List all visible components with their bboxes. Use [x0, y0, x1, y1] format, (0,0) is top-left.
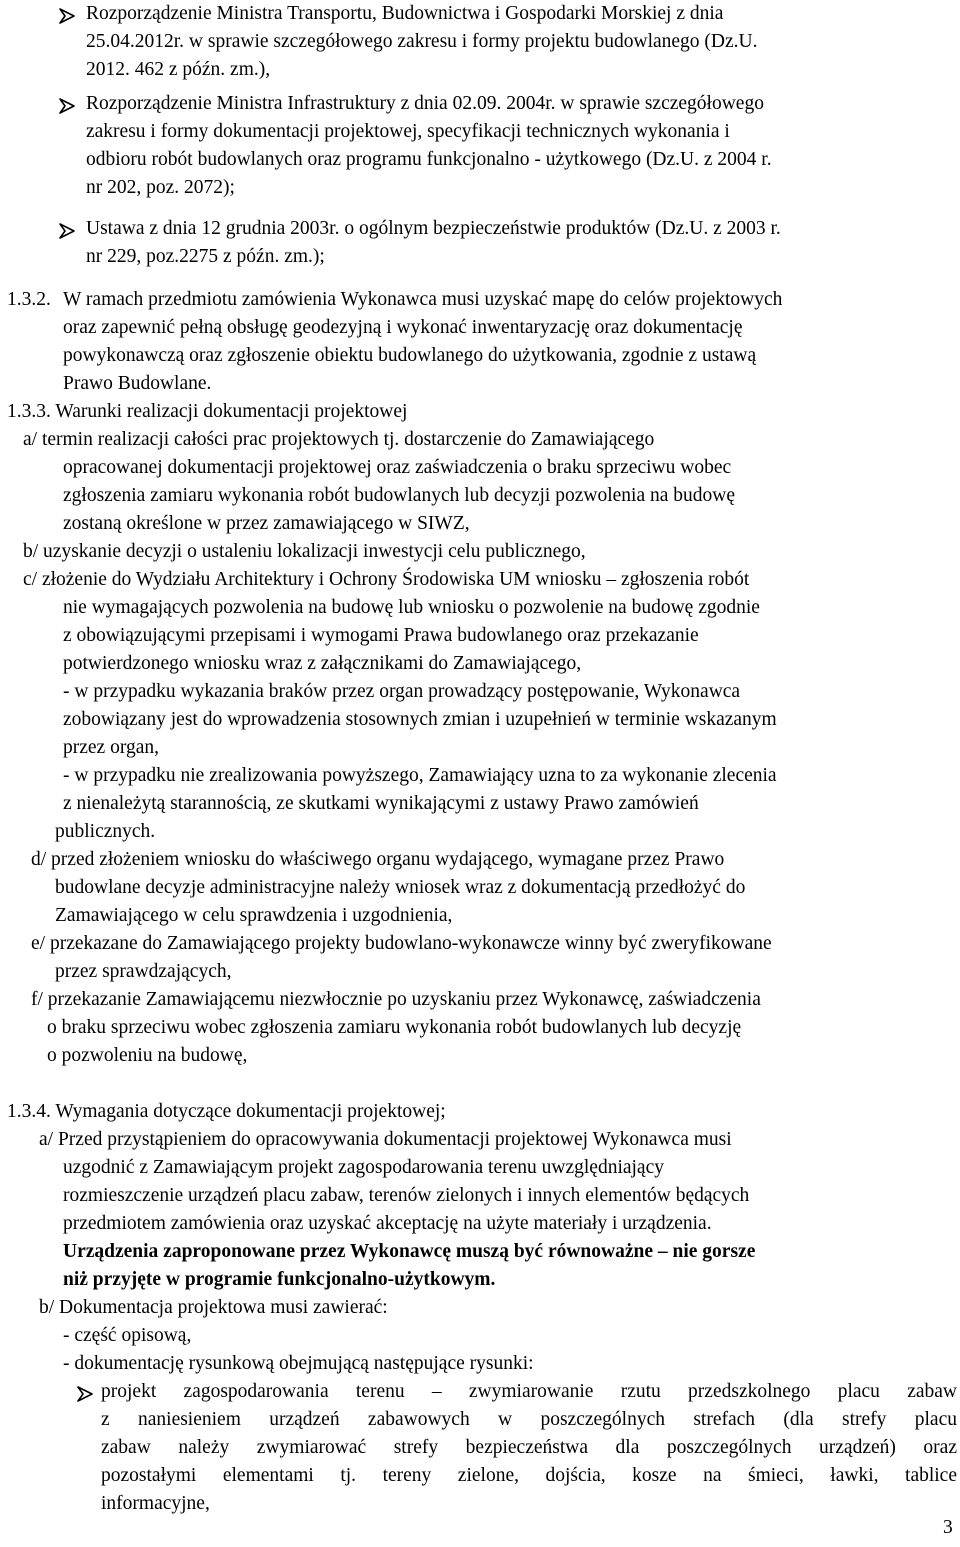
item-f-line: f/ przekazanie Zamawiającemu niezwłocznie po uzyskaniu przez Wykonawcę, zaświadczenia [31, 989, 761, 1010]
item-f-line: o pozwoleniu na budowę, [47, 1045, 248, 1066]
sub-bullet-line: zabaw należy zwymiarować strefy bezpieczeństwa dla poszczególnych urządzeń) oraz [101, 1437, 957, 1458]
item-a-line: a/ Przed przystąpieniem do opracowywania dokumentacji projektowej Wykonawca musi [39, 1129, 732, 1150]
sub-bullet-line: pozostałymi elementami tj. tereny zielone, dojścia, kosze na śmieci, ławki, tablice [101, 1465, 957, 1486]
item-c-line: z nienależytą starannością, ze skutkami wynikającymi z ustawy Prawo zamówień [63, 793, 699, 814]
bullet-arrow-icon [58, 97, 76, 115]
paragraph-line: oraz zapewnić pełną obsługę geodezyjną i wykonać inwentaryzację oraz dokumentację [63, 317, 743, 338]
item-d-line: d/ przed złożeniem wniosku do właściwego organu wydającego, wymagane przez Prawo [31, 849, 725, 870]
item-c-line: - w przypadku nie zrealizowania powyższego, Zamawiający uzna to za wykonanie zlecenia [63, 765, 777, 786]
item-a-line: zgłoszenia zamiaru wykonania robót budowlanych lub decyzji pozwolenia na budowę [63, 485, 735, 506]
item-c-line: z obowiązującymi przepisami i wymogami Prawa budowlanego oraz przekazanie [63, 625, 699, 646]
page-number: 3 [943, 1517, 953, 1538]
bullet-line: nr 229, poz.2275 z późn. zm.); [86, 246, 325, 267]
item-b-line: b/ uzyskanie decyzji o ustaleniu lokalizacji inwestycji celu publicznego, [23, 541, 586, 562]
section-heading-1-3-3: 1.3.3. Warunki realizacji dokumentacji projektowej [7, 401, 408, 422]
item-c-line: zobowiązany jest do wprowadzenia stosownych zmian i uzupełnień w terminie wskazanym [63, 709, 777, 730]
item-a-line: przedmiotem zamówienia oraz uzyskać akceptację na użyte materiały i urządzenia. [63, 1213, 712, 1234]
bullet-line: 25.04.2012r. w sprawie szczegółowego zakresu i formy projektu budowlanego (Dz.U. [86, 31, 758, 52]
bullet-line: 2012. 462 z późn. zm.), [86, 59, 271, 80]
paragraph-line: Prawo Budowlane. [63, 373, 212, 394]
bullet-line: Ustawa z dnia 12 grudnia 2003r. o ogólnym bezpieczeństwie produktów (Dz.U. z 2003 r. [86, 218, 781, 239]
bullet-line: Rozporządzenie Ministra Infrastruktury z dnia 02.09. 2004r. w sprawie szczegółowego [86, 93, 764, 114]
item-f-line: o braku sprzeciwu wobec zgłoszenia zamiaru wykonania robót budowlanych lub decyzję [47, 1017, 742, 1038]
bullet-line: Rozporządzenie Ministra Transportu, Budownictwa i Gospodarki Morskiej z dnia [86, 3, 724, 24]
item-c-line: potwierdzonego wniosku wraz z załącznikami do Zamawiającego, [63, 653, 582, 674]
item-e-line: e/ przekazane do Zamawiającego projekty budowlano-wykonawcze winny być zweryfikowane [31, 933, 772, 954]
bullet-line: nr 202, poz. 2072); [86, 177, 235, 198]
item-a-line: zostaną określone w przez zamawiającego w SIWZ, [63, 513, 470, 534]
item-a-line: a/ termin realizacji całości prac projektowych tj. dostarczenie do Zamawiającego [23, 429, 655, 450]
item-c-line: przez organ, [63, 737, 160, 758]
bullet-arrow-icon [58, 7, 76, 25]
item-a-line: opracowanej dokumentacji projektowej oraz zaświadczenia o braku sprzeciwu wobec [63, 457, 732, 478]
list-item: - dokumentację rysunkową obejmującą następujące rysunki: [63, 1353, 534, 1374]
item-e-line: przez sprawdzających, [55, 961, 232, 982]
item-c-line: - w przypadku wykazania braków przez organ prowadzący postępowanie, Wykonawca [63, 681, 741, 702]
item-d-line: budowlane decyzje administracyjne należy wniosek wraz z dokumentacją przedłożyć do [55, 877, 746, 898]
item-c-line: publicznych. [55, 821, 156, 842]
bullet-line: zakresu i formy dokumentacji projektowej, specyfikacji technicznych wykonania i [86, 121, 730, 142]
sub-bullet-line: projekt zagospodarowania terenu – zwymiarowanie rzutu przedszkolnego placu zabaw [101, 1381, 957, 1402]
bold-requirement-line: niż przyjęte w programie funkcjonalno-użytkowym. [63, 1269, 496, 1290]
item-c-line: nie wymagających pozwolenia na budowę lub wniosku o pozwolenie na budowę zgodnie [63, 597, 760, 618]
bullet-arrow-icon [58, 222, 76, 240]
section-number-1-3-2: 1.3.2. [7, 289, 51, 310]
item-d-line: Zamawiającego w celu sprawdzenia i uzgodnienia, [55, 905, 453, 926]
paragraph-line: powykonawczą oraz zgłoszenie obiektu budowlanego do użytkowania, zgodnie z ustawą [63, 345, 757, 366]
paragraph-line: W ramach przedmiotu zamówienia Wykonawca musi uzyskać mapę do celów projektowych [63, 289, 783, 310]
sub-bullet-line: z naniesieniem urządzeń zabawowych w poszczególnych strefach (dla strefy placu [101, 1409, 957, 1430]
bullet-line: odbioru robót budowlanych oraz programu funkcjonalno - użytkowego (Dz.U. z 2004 r. [86, 149, 772, 170]
section-heading-1-3-4: 1.3.4. Wymagania dotyczące dokumentacji projektowej; [7, 1101, 446, 1122]
item-a-line: uzgodnić z Zamawiającym projekt zagospodarowania terenu uwzględniający [63, 1157, 664, 1178]
bullet-arrow-icon [76, 1385, 94, 1403]
list-item: - część opisową, [63, 1325, 192, 1346]
item-b-line: b/ Dokumentacja projektowa musi zawierać: [39, 1297, 388, 1318]
item-a-line: rozmieszczenie urządzeń placu zabaw, terenów zielonych i innych elementów będących [63, 1185, 750, 1206]
bold-requirement-line: Urządzenia zaproponowane przez Wykonawcę muszą być równoważne – nie gorsze [63, 1241, 756, 1262]
item-c-line: c/ złożenie do Wydziału Architektury i Ochrony Środowiska UM wniosku – zgłoszenia robót [23, 569, 750, 590]
sub-bullet-line: informacyjne, [101, 1493, 210, 1514]
